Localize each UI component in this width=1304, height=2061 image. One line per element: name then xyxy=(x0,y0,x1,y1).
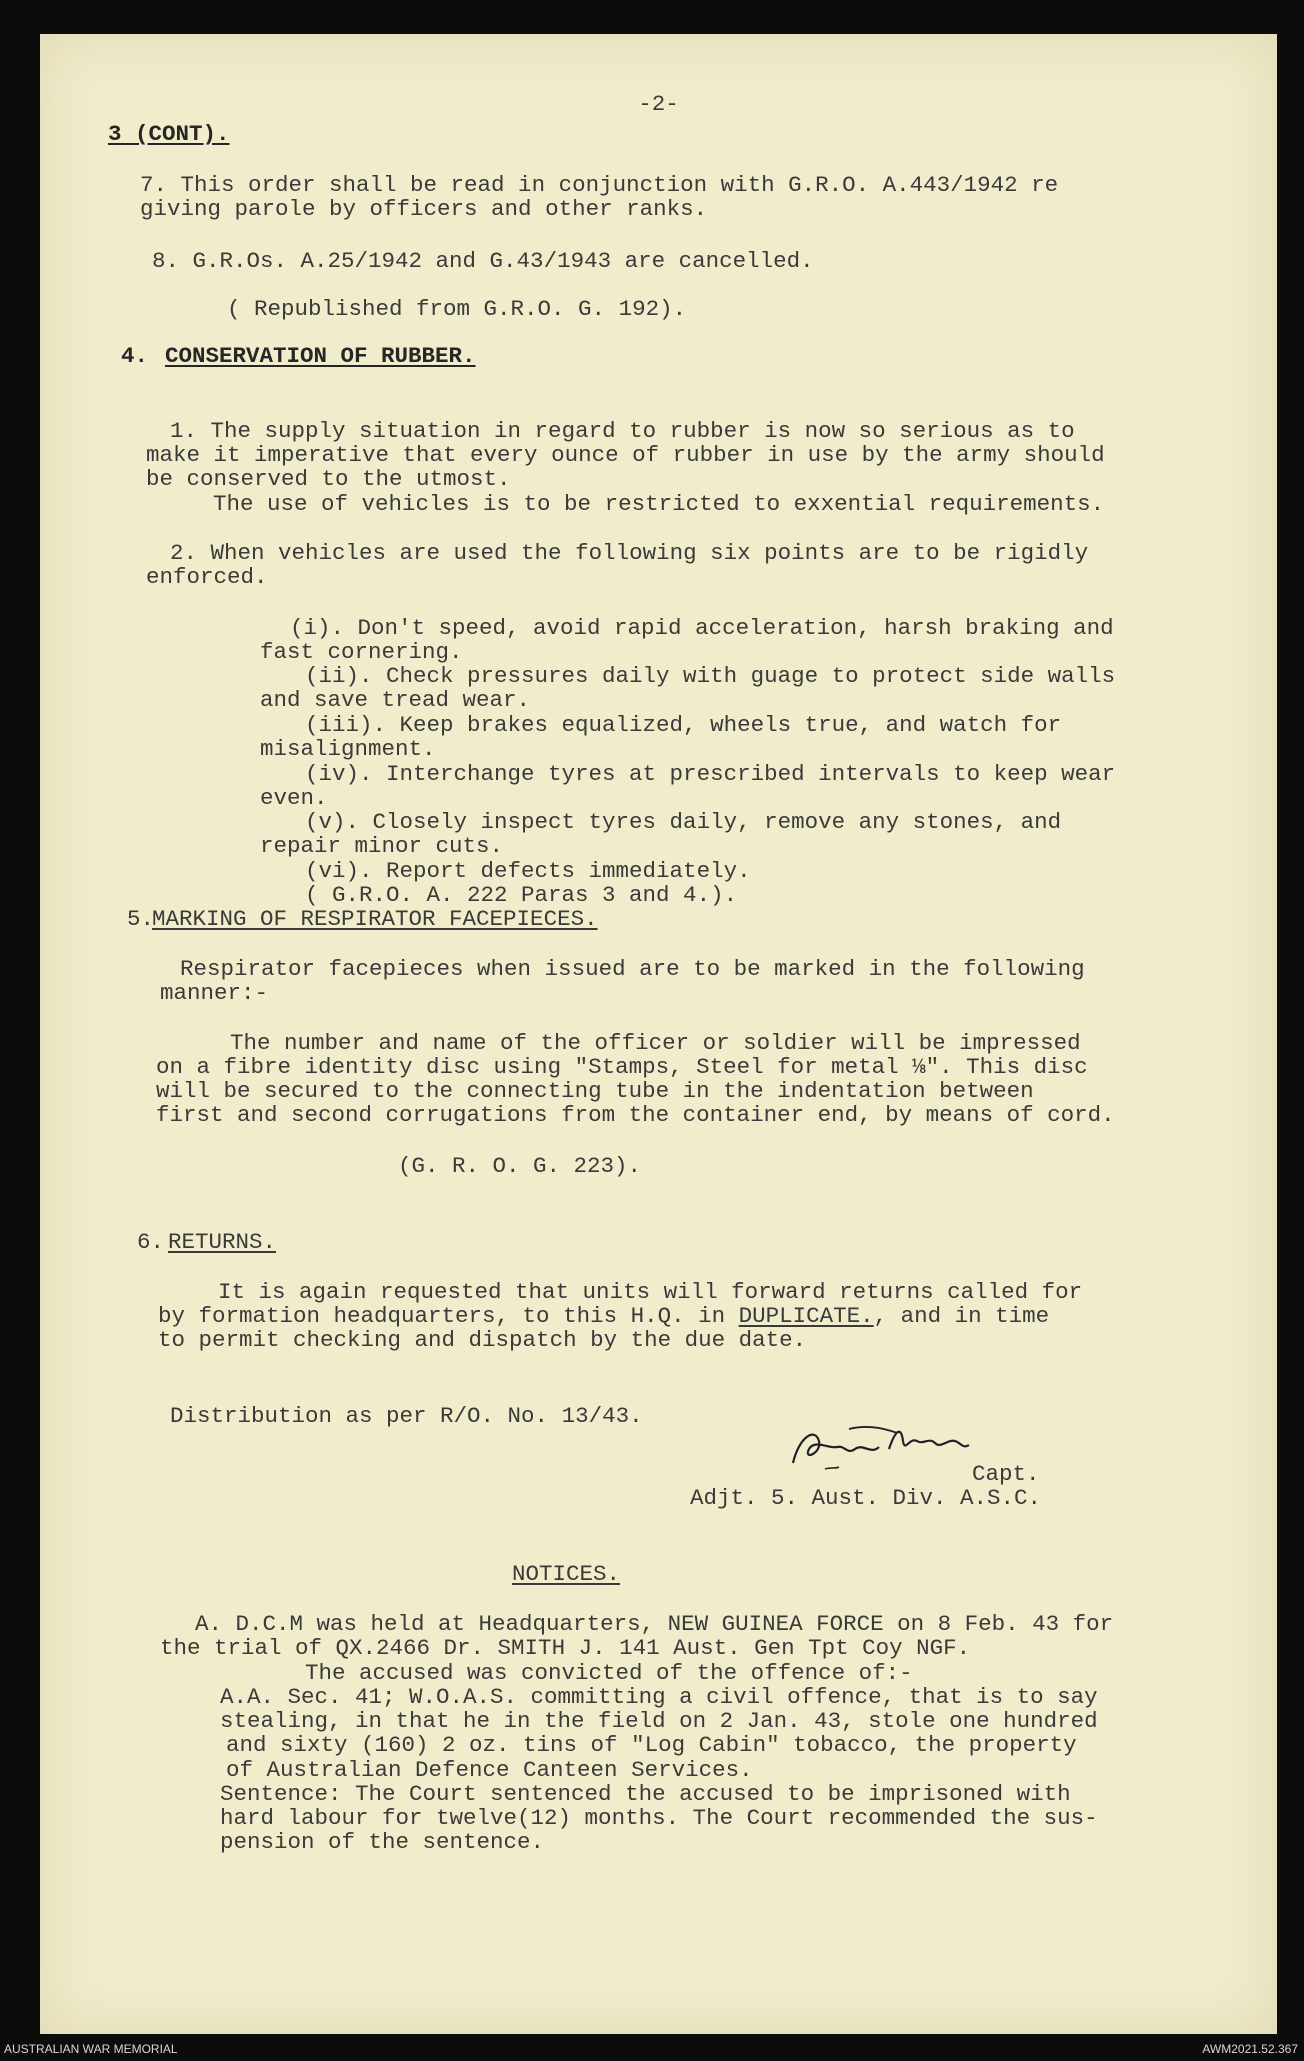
section-5-line-2: manner:- xyxy=(160,980,269,1006)
point-iv-line-2: even. xyxy=(260,785,328,811)
continued-heading: 3 (CONT). xyxy=(108,121,230,147)
notice-line-5: stealing, in that he in the field on 2 Jan. 43, stole one hundred xyxy=(220,1708,1098,1734)
section-4-reference: ( G.R.O. A. 222 Paras 3 and 4.). xyxy=(305,882,738,908)
point-iii-line-1: (iii). Keep brakes equalized, wheels true, and watch for xyxy=(305,712,1062,738)
notice-line-4: A.A. Sec. 41; W.O.A.S. committing a civil offence, that is to say xyxy=(220,1684,1098,1710)
notice-line-3: The accused was convicted of the offence of:- xyxy=(305,1660,913,1686)
republished-note: ( Republished from G.R.O. G. 192). xyxy=(227,296,687,322)
point-ii-line-2: and save tread wear. xyxy=(260,687,531,713)
section-4-para-2-line-1: 2. When vehicles are used the following six points are to be rigidly xyxy=(170,540,1089,566)
signatory-rank: Capt. xyxy=(972,1461,1040,1487)
notice-line-8: Sentence: The Court sentenced the accused to be imprisoned with xyxy=(220,1781,1071,1807)
section-4-para-1-line-2: make it imperative that every ounce of rubber in use by the army should xyxy=(146,442,1105,468)
section-5-line-6: first and second corrugations from the container end, by means of cord. xyxy=(156,1102,1115,1128)
section-4-para-1-line-3: be conserved to the utmost. xyxy=(146,466,511,492)
duplicate-emphasis: DUPLICATE. xyxy=(738,1303,874,1329)
point-i-line-2: fast cornering. xyxy=(260,639,463,665)
section-5-line-1: Respirator facepieces when issued are to be marked in the following xyxy=(180,956,1085,982)
signature-image xyxy=(785,1419,975,1474)
point-iii-line-2: misalignment. xyxy=(260,736,436,762)
section-4-title: CONSERVATION OF RUBBER. xyxy=(165,343,476,369)
section-4-number: 4. xyxy=(121,343,149,369)
section-5-line-4: on a fibre identity disc using "Stamps, Steel for metal ⅛". This disc xyxy=(156,1054,1088,1080)
point-iv-line-1: (iv). Interchange tyres at prescribed intervals to keep wear xyxy=(305,761,1116,787)
notice-line-9: hard labour for twelve(12) months. The Court recommended the sus- xyxy=(220,1805,1098,1831)
page-number: -2- xyxy=(638,91,679,117)
section-5-reference: (G. R. O. G. 223). xyxy=(398,1153,642,1179)
section-5-title: MARKING OF RESPIRATOR FACEPIECES. xyxy=(152,906,598,932)
point-v-line-2: repair minor cuts. xyxy=(260,833,504,859)
section-6-line-3: to permit checking and dispatch by the due date. xyxy=(158,1327,807,1353)
section-5-line-3: The number and name of the officer or soldier will be impressed xyxy=(230,1030,1081,1056)
section-6-line-2-start: by formation headquarters, to this H.Q. in xyxy=(158,1303,726,1329)
notice-line-10: pension of the sentence. xyxy=(220,1829,545,1855)
section-4-para-1-line-1: 1. The supply situation in regard to rubber is now so serious as to xyxy=(170,418,1075,444)
section-4-para-1-line-4: The use of vehicles is to be restricted to exxential requirements. xyxy=(213,491,1105,517)
para-7-line-2: giving parole by officers and other ranks. xyxy=(140,196,708,222)
point-v-line-1: (v). Closely inspect tyres daily, remove any stones, and xyxy=(305,809,1062,835)
para-7-line-1: 7. This order shall be read in conjunction with G.R.O. A.443/1942 re xyxy=(140,172,1059,198)
distribution-line: Distribution as per R/O. No. 13/43. xyxy=(170,1403,643,1429)
section-6-line-2-end: , and in time xyxy=(873,1303,1050,1329)
footer-accession-number: AWM2021.52.367 xyxy=(1202,2042,1298,2056)
notice-line-1: A. D.C.M was held at Headquarters, NEW GUINEA FORCE on 8 Feb. 43 for xyxy=(195,1611,1114,1637)
section-6-title: RETURNS. xyxy=(168,1229,277,1255)
section-6-line-2 xyxy=(158,1304,1049,1328)
signatory-appointment: Adjt. 5. Aust. Div. A.S.C. xyxy=(690,1485,1042,1511)
notice-line-2: the trial of QX.2466 Dr. SMITH J. 141 Aust. Gen Tpt Coy NGF. xyxy=(160,1635,971,1661)
section-6-line-1: It is again requested that units will forward returns called for xyxy=(218,1279,1083,1305)
notice-line-7: of Australian Defence Canteen Services. xyxy=(226,1757,753,1783)
footer-archive-name: AUSTRALIAN WAR MEMORIAL xyxy=(4,2042,178,2056)
para-8: 8. G.R.Os. A.25/1942 and G.43/1943 are cancelled. xyxy=(152,248,814,274)
section-6-number: 6. xyxy=(137,1229,165,1255)
section-5-number: 5. xyxy=(127,906,155,932)
section-4-para-2-line-2: enforced. xyxy=(146,564,268,590)
point-vi: (vi). Report defects immediately. xyxy=(305,858,751,884)
point-ii-line-1: (ii). Check pressures daily with guage to protect side walls xyxy=(305,663,1116,689)
document-page xyxy=(40,34,1277,2034)
section-5-line-5: will be secured to the connecting tube in the indentation between xyxy=(156,1078,1034,1104)
point-i-line-1: (i). Don't speed, avoid rapid acceleration, harsh braking and xyxy=(290,615,1114,641)
notices-title: NOTICES. xyxy=(512,1561,621,1587)
notice-line-6: and sixty (160) 2 oz. tins of "Log Cabin" tobacco, the property xyxy=(226,1732,1077,1758)
